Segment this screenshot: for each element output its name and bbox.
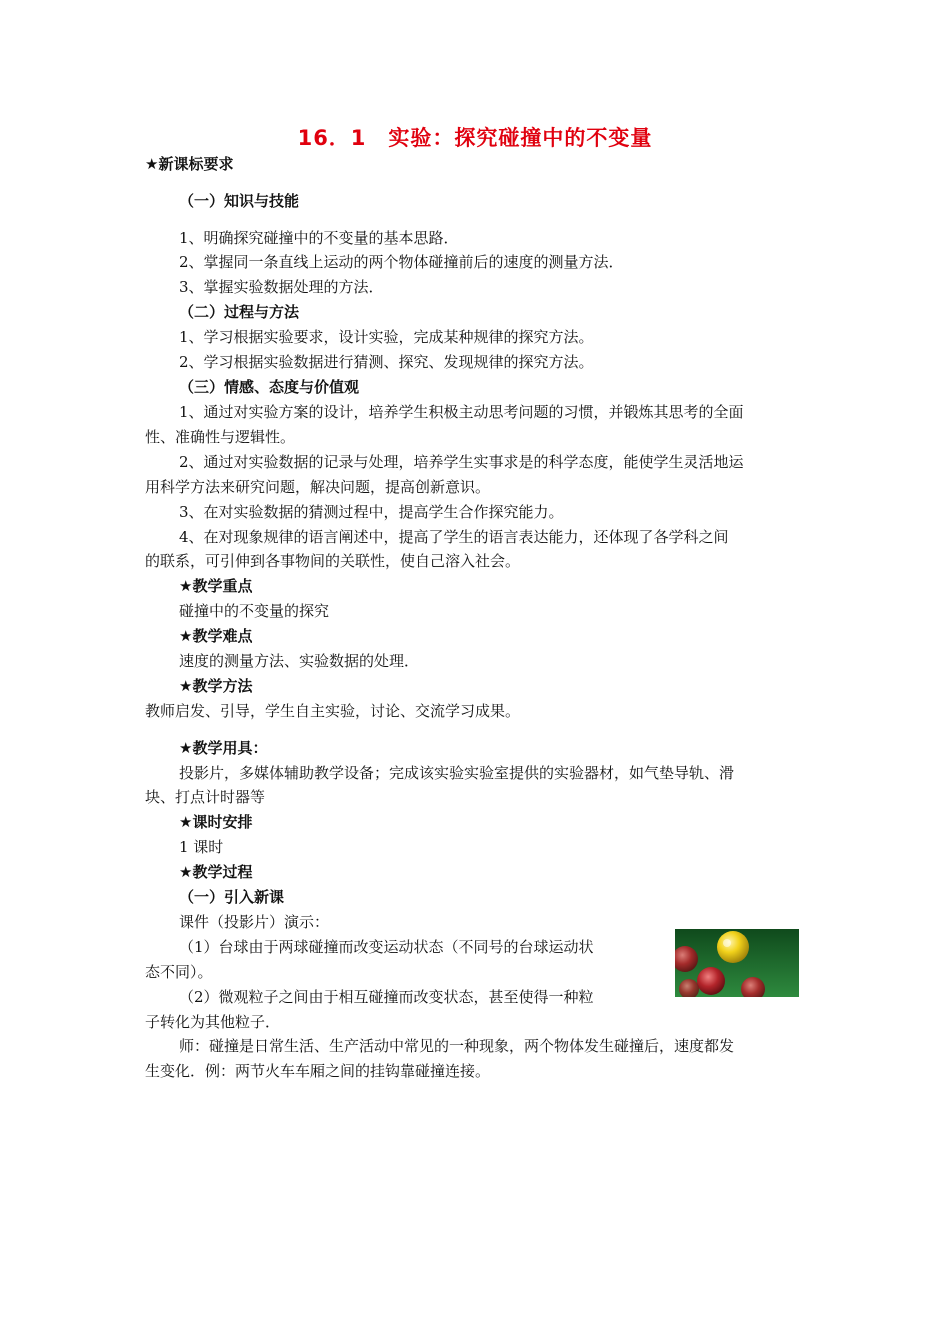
difficulties-text: 速度的测量方法、实验数据的处理． xyxy=(179,652,420,670)
red-ball-center xyxy=(697,967,725,995)
intro-item-2-line-1: （2）微观粒子之间由于相互碰撞而改变状态，甚至使得一种粒 xyxy=(179,988,594,1006)
process-item-1: 1、学习根据实验要求，设计实验，完成某种规律的探究方法。 xyxy=(179,328,594,346)
attitude-item-1-line-1: 1、通过对实验方案的设计，培养学生积极主动思考问题的习惯，并锻炼其思考的全面 xyxy=(179,403,744,421)
subheading-knowledge: （一）知识与技能 xyxy=(179,192,300,210)
heading-method: ★教学方法 xyxy=(179,677,253,695)
tools-text-line-1: 投影片，多媒体辅助教学设备；完成该实验实验室提供的实验器材，如气垫导轨、滑 xyxy=(179,764,735,782)
billiards-photo xyxy=(675,929,799,997)
heading-schedule: ★课时安排 xyxy=(179,813,253,831)
page-title: 16．1 实验：探究碰撞中的不变量 xyxy=(297,126,653,150)
heading-difficulties: ★教学难点 xyxy=(179,627,253,645)
knowledge-item-1: 1、明确探究碰撞中的不变量的基本思路． xyxy=(179,229,459,247)
intro-item-2-line-2: 子转化为其他粒子． xyxy=(145,1013,281,1031)
billiards-illustration xyxy=(675,929,799,997)
heading-key-points: ★教学重点 xyxy=(179,577,253,595)
method-text: 教师启发、引导，学生自主实验，讨论、交流学习成果。 xyxy=(145,702,521,720)
attitude-item-1-line-2: 性、准确性与逻辑性。 xyxy=(145,428,296,446)
intro-item-1-line-1: （1）台球由于两球碰撞而改变运动状态（不同号的台球运动状 xyxy=(179,938,594,956)
intro-line-1: 课件（投影片）演示： xyxy=(179,913,330,931)
subheading-intro: （一）引入新课 xyxy=(179,888,285,906)
intro-item-1-line-2: 态不同）。 xyxy=(145,963,213,981)
schedule-text: 1 课时 xyxy=(179,838,224,856)
heading-process: ★教学过程 xyxy=(179,863,253,881)
yellow-ball xyxy=(717,931,749,963)
tools-text-line-2: 块、打点计时器等 xyxy=(145,788,266,806)
subheading-process: （二）过程与方法 xyxy=(179,303,300,321)
key-points-text: 碰撞中的不变量的探究 xyxy=(179,602,330,620)
attitude-item-3: 3、在对实验数据的猜测过程中，提高学生合作探究能力。 xyxy=(179,503,564,521)
heading-requirements: ★新课标要求 xyxy=(145,155,234,173)
heading-tools: ★教学用具： xyxy=(179,739,268,757)
subheading-attitude: （三）情感、态度与价值观 xyxy=(179,378,360,396)
teacher-line-1: 师：碰撞是日常生活、生产活动中常见的一种现象，两个物体发生碰撞后，速度都发 xyxy=(179,1037,735,1055)
knowledge-item-3: 3、掌握实验数据处理的方法． xyxy=(179,278,384,296)
attitude-item-2-line-1: 2、通过对实验数据的记录与处理，培养学生实事求是的科学态度，能使学生灵活地运 xyxy=(179,453,744,471)
attitude-item-4-line-2: 的联系，可引伸到各事物间的关联性，使自己溶入社会。 xyxy=(145,552,521,570)
knowledge-item-2: 2、掌握同一条直线上运动的两个物体碰撞前后的速度的测量方法． xyxy=(179,253,624,271)
yellow-ball-highlight xyxy=(723,939,731,947)
attitude-item-2-line-2: 用科学方法来研究问题，解决问题，提高创新意识。 xyxy=(145,478,491,496)
attitude-item-4-line-1: 4、在对现象规律的语言阐述中，提高了学生的语言表达能力，还体现了各学科之间 xyxy=(179,528,729,546)
teacher-line-2: 生变化．例：两节火车车厢之间的挂钩靠碰撞连接。 xyxy=(145,1062,491,1080)
process-item-2: 2、学习根据实验数据进行猜测、探究、发现规律的探究方法。 xyxy=(179,353,594,371)
